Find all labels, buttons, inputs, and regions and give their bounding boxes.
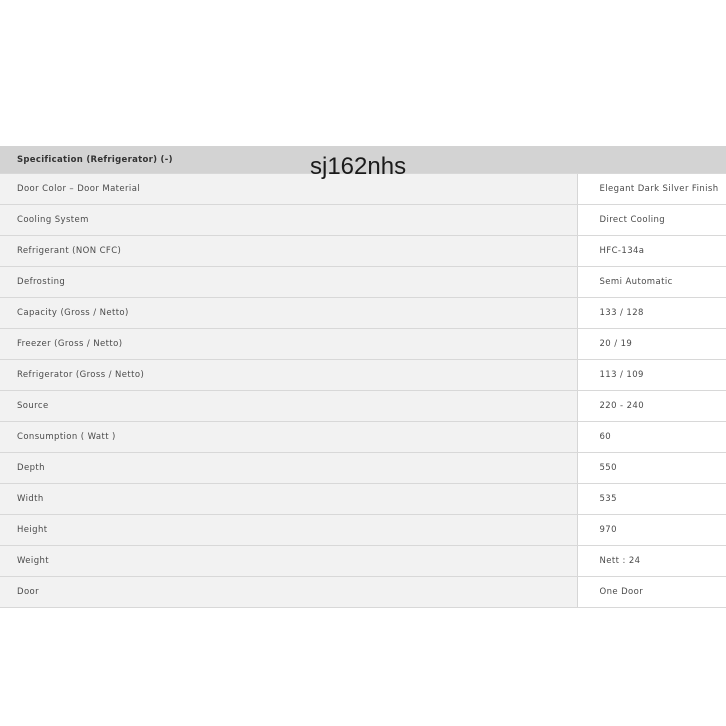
table-row xyxy=(0,236,726,267)
table-row xyxy=(0,546,726,577)
spec-value: 113 / 109 xyxy=(577,360,726,391)
spec-value: 220 - 240 xyxy=(577,391,726,422)
spec-label: Refrigerator (Gross / Netto) xyxy=(0,360,577,391)
table-row xyxy=(0,205,726,236)
table-row xyxy=(0,267,726,298)
spec-label: Door xyxy=(0,577,577,608)
spec-label: Weight xyxy=(0,546,577,577)
spec-value: 20 / 19 xyxy=(577,329,726,360)
spec-value: 970 xyxy=(577,515,726,546)
spec-value: Nett : 24 xyxy=(577,546,726,577)
spec-label: Source xyxy=(0,391,577,422)
table-row xyxy=(0,515,726,546)
spec-value: Semi Automatic xyxy=(577,267,726,298)
spec-value: One Door xyxy=(577,577,726,608)
spec-value: Direct Cooling xyxy=(577,205,726,236)
table-row xyxy=(0,422,726,453)
spec-value: 550 xyxy=(577,453,726,484)
spec-label: Consumption ( Watt ) xyxy=(0,422,577,453)
spec-value: 133 / 128 xyxy=(577,298,726,329)
spec-label: Height xyxy=(0,515,577,546)
spec-label: Cooling System xyxy=(0,205,577,236)
spec-label: Refrigerant (NON CFC) xyxy=(0,236,577,267)
spec-value: 535 xyxy=(577,484,726,515)
spec-value: Elegant Dark Silver Finish xyxy=(577,174,726,205)
table-row xyxy=(0,329,726,360)
spec-label: Defrosting xyxy=(0,267,577,298)
table-header: Specification (Refrigerator) (-) xyxy=(0,146,726,174)
spec-label: Width xyxy=(0,484,577,515)
spec-value: HFC-134a xyxy=(577,236,726,267)
table-row xyxy=(0,298,726,329)
watermark-text: sj162nhs xyxy=(310,153,407,180)
spec-label: Depth xyxy=(0,453,577,484)
table-row xyxy=(0,360,726,391)
spec-label: Capacity (Gross / Netto) xyxy=(0,298,577,329)
table-row xyxy=(0,453,726,484)
spec-value: 60 xyxy=(577,422,726,453)
spec-label: Door Color – Door Material xyxy=(0,174,577,205)
table-row xyxy=(0,577,726,608)
specification-table xyxy=(0,146,726,608)
spec-label: Freezer (Gross / Netto) xyxy=(0,329,577,360)
table-row xyxy=(0,391,726,422)
table-row xyxy=(0,484,726,515)
